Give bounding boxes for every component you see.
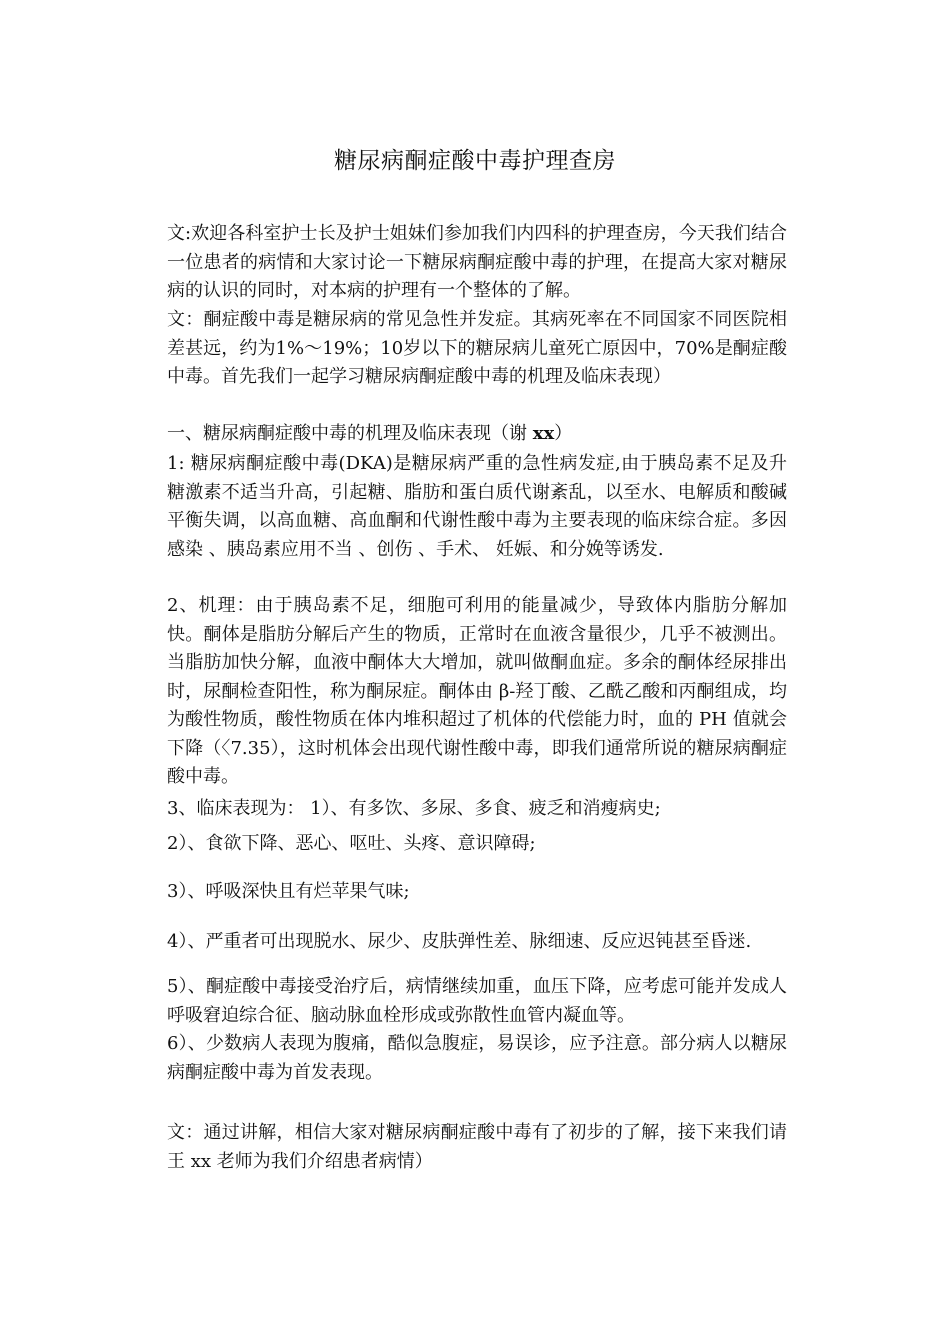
section-heading-prefix: 一、糖尿病酮症酸中毒的机理及临床表现（谢	[167, 423, 533, 444]
item-3-clinical: 3、临床表现为： 1）、有多饮、多尿、多食、疲乏和消瘦病史;	[167, 798, 661, 819]
closing-paragraph: 文：通过讲解，相信大家对糖尿病酮症酸中毒有了初步的了解，接下来我们请王 xx 老师为我们介绍患者病情）	[167, 1122, 787, 1172]
clinical-item-5: 5）、酮症酸中毒接受治疗后，病情继续加重，血压下降，应考虑可能并发成人呼吸窘迫综合征、脑动脉血栓形成或弥散性血管内凝血等。	[167, 976, 787, 1026]
clinical-item-6: 6）、少数病人表现为腹痛，酷似急腹症，易误诊，应予注意。部分病人以糖尿病酮症酸中毒为首发表现。	[167, 1033, 787, 1083]
section-heading	[167, 420, 787, 449]
clinical-item-4: 4）、严重者可出现脱水、尿少、皮肤弹性差、脉细速、反应迟钝甚至昏迷.	[167, 931, 752, 952]
section-heading-suffix: ）	[554, 423, 573, 444]
item-1-definition: 1: 糖尿病酮症酸中毒(DKA)是糖尿病严重的急性病发症,由于胰岛素不足及升糖激素不适当升高，引起糖、脂肪和蛋白质代谢紊乱，以至水、电解质和酸碱平衡失调，以高血糖、高血酮和代谢性酸中毒为主要表现的临床综合症。多因感染 、胰岛素应用不当 、创伤 、手术、 妊娠、和分娩等诱发.	[167, 453, 787, 560]
section-heading-name: xx	[532, 423, 555, 444]
document-title: 糖尿病酮症酸中毒护理查房	[334, 148, 616, 174]
intro-paragraph-2: 文：酮症酸中毒是糖尿病的常见急性并发症。其病死率在不同国家不同医院相差甚远，约为1%～19%；10岁以下的糖尿病儿童死亡原因中，70%是酮症酸中毒。首先我们一起学习糖尿病酮症酸中毒的机理及临床表现）	[167, 309, 787, 387]
intro-paragraph-1: 文:欢迎各科室护士长及护士姐妹们参加我们内四科的护理查房，今天我们结合一位患者的病情和大家讨论一下糖尿病酮症酸中毒的护理，在提高大家对糖尿病的认识的同时，对本病的护理有一个整体的了解。	[167, 223, 787, 301]
clinical-item-3: 3）、呼吸深快且有烂苹果气味;	[167, 881, 410, 902]
item-2-mechanism: 2、机理：由于胰岛素不足，细胞可利用的能量减少，导致体内脂肪分解加快。酮体是脂肪分解后产生的物质，正常时在血液含量很少，几乎不被测出。当脂肪加快分解，血液中酮体大大增加，就叫做酮血症。多余的酮体经尿排出时，尿酮检查阳性，称为酮尿症。酮体由 β-羟丁酸、乙酰乙酸和丙酮组成，均为酸性物质，酸性物质在体内堆积超过了机体的代偿能力时，血的 PH 值就会下降（〈7.35），这时机体会出现代谢性酸中毒，即我们通常所说的糖尿病酮症酸中毒。	[167, 595, 787, 787]
clinical-item-2: 2）、食欲下降、恶心、呕吐、头疼、意识障碍;	[167, 833, 536, 854]
